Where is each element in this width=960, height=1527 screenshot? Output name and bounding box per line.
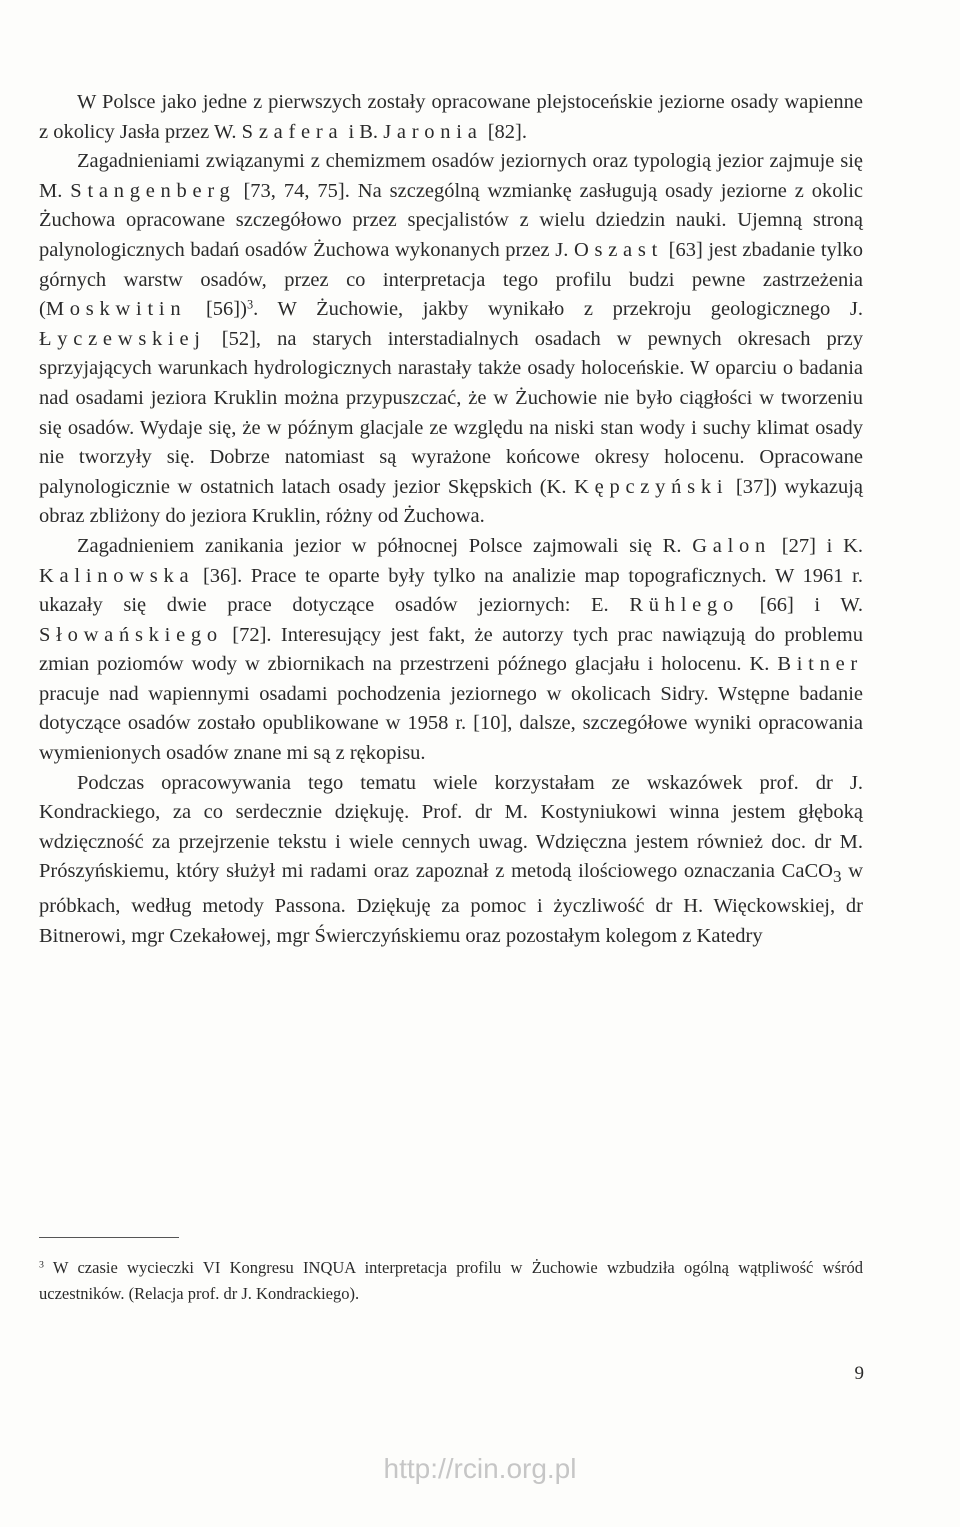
footnote-reference: 3 <box>246 297 254 312</box>
footnote-mark: 3 <box>39 1259 44 1271</box>
paragraph-3 <box>39 532 863 769</box>
text-run: [27] i K. <box>771 534 864 557</box>
text-run: [66] i W. <box>738 594 863 617</box>
text-run: Zagadnieniami związanymi z chemizmem osadów jeziornych oraz typologią jezior zajmuje się M. <box>39 150 863 202</box>
text-run: [56]) <box>186 298 247 321</box>
text-run: [73, 74, 75]. Na szczególną wzmiankę zasługują osady jeziorne z okolic Żuchowa opracowane szczegółowo przez specjalistów z wielu dziedzin nauki. Ujemną stroną palynologicznych badań osadów Żuchowa wykonanych przez J. <box>39 179 864 261</box>
author-name: Moskwitin <box>45 298 187 321</box>
text-run: . W Żuchowie, jakby wynikało z przekroju geologicznego J. <box>253 298 864 321</box>
author-name: Kępczyński <box>574 475 729 498</box>
text-run: [63] jest zbadanie tylko górnych warstw osadów, przez co interpretacja tego profilu budzi pewne zastrzeżenia ( <box>39 238 863 321</box>
chemical-subscript: 3 <box>832 867 842 887</box>
author-name: Łyczewskiej <box>39 327 206 350</box>
text-run: i B. <box>343 120 384 143</box>
footnote <box>39 1255 863 1307</box>
text-run: Podczas opracowywania tego tematu wiele korzystałam ze wskazówek prof. dr J. Kondrackiego, za co serdecznie dziękuję. Prof. dr M. Kostyniukowi winna jestem głęboką wdzięczność za przejrzenie tekstu i wiele cennych uwag. Wdzięczna jestem również doc. dr M. Prószyńskiemu, który służył mi radami oraz zapoznał z metodą ilościowego oznaczania CaCO <box>39 771 863 883</box>
source-watermark: http://rcin.org.pl <box>383 1453 577 1484</box>
author-name: Bitner <box>777 653 863 676</box>
author-name: Stangenberg <box>70 179 236 202</box>
text-run: W Polsce jako jedne z pierwszych zostały opracowane plejstoceńskie jeziorne osady wapienne z okolicy Jasła przez W. <box>39 91 863 143</box>
author-name: Szafera <box>241 120 344 143</box>
footnote-divider <box>39 1237 179 1238</box>
text-run: Zagadnieniem zanikania jezior w północnej Polsce zajmowali się R. <box>77 534 693 557</box>
text-run: [72]. Interesujący jest fakt, że autorzy tych prac nawiązują do problemu zmian poziomów wody w zbiornikach na przestrzeni późnego glacjału i holocenu. K. <box>39 623 863 676</box>
paragraph-2 <box>39 147 863 532</box>
author-name: Jaronia <box>383 120 483 143</box>
author-name: Oszast <box>573 238 664 261</box>
text-run: [37]) wykazują obraz zbliżony do jeziora Kruklin, różny od Żuchowa. <box>39 475 864 528</box>
text-run: w próbkach, według metody Passona. Dziękuję za pomoc i życzliwość dr H. Więckowskiej, dr Bitnerowi, mgr Czekałowej, mgr Świerczyńskiemu oraz pozostałym kolegom z Katedry <box>39 860 863 947</box>
page-number: 9 <box>854 1363 864 1384</box>
footnote-text: W czasie wycieczki VI Kongresu INQUA interpretacja profilu w Żuchowie wzbudziła ogólną wątpliwość wśród uczestników. (Relacja prof. dr J. Kondrackiego). <box>39 1258 863 1303</box>
body-text <box>39 88 863 951</box>
text-run: [36]. Prace te oparte były tylko na analizie map topograficznych. W 1961 r. ukazały się dwie prace dotyczące osadów jeziornych: E. <box>39 564 863 617</box>
author-name: Rühlego <box>629 594 739 617</box>
text-run: pracuje nad wapiennymi osadami pochodzenia jeziornego w okolicach Sidry. Wstępne badanie dotyczące osadów zostało opublikowane w 1958 r. [10], dalsze, szczegółowe wyniki opracowania wymienionych osadów znane mi są z rękopisu. <box>39 682 863 765</box>
author-name: Słowańskiego <box>39 623 223 646</box>
paragraph-1 <box>39 88 863 147</box>
text-run: [82]. <box>482 120 527 143</box>
text-run: [52], na starych interstadialnych osadach w pewnych okresach przy sprzyjających warunkach hydrologicznych narastały także osady holoceńskie. W oparciu o badania nad osadami jeziora Kruklin można przypuszczać, że w Żuchowie nie było ciągłości w tworzeniu się osadów. Wydaje się, że w późnym glacjale ze względu na niski stan wody i suchy klimat osady nie tworzyły się. Dobrze natomiast są wyrażone końcowe okresy holocenu. Opracowane palynologicznie w ostatnich latach osady jezior Skępskich (K. <box>39 327 863 498</box>
author-name: Galon <box>692 534 772 557</box>
paragraph-4 <box>39 769 863 952</box>
author-name: Kalinowska <box>39 564 195 587</box>
